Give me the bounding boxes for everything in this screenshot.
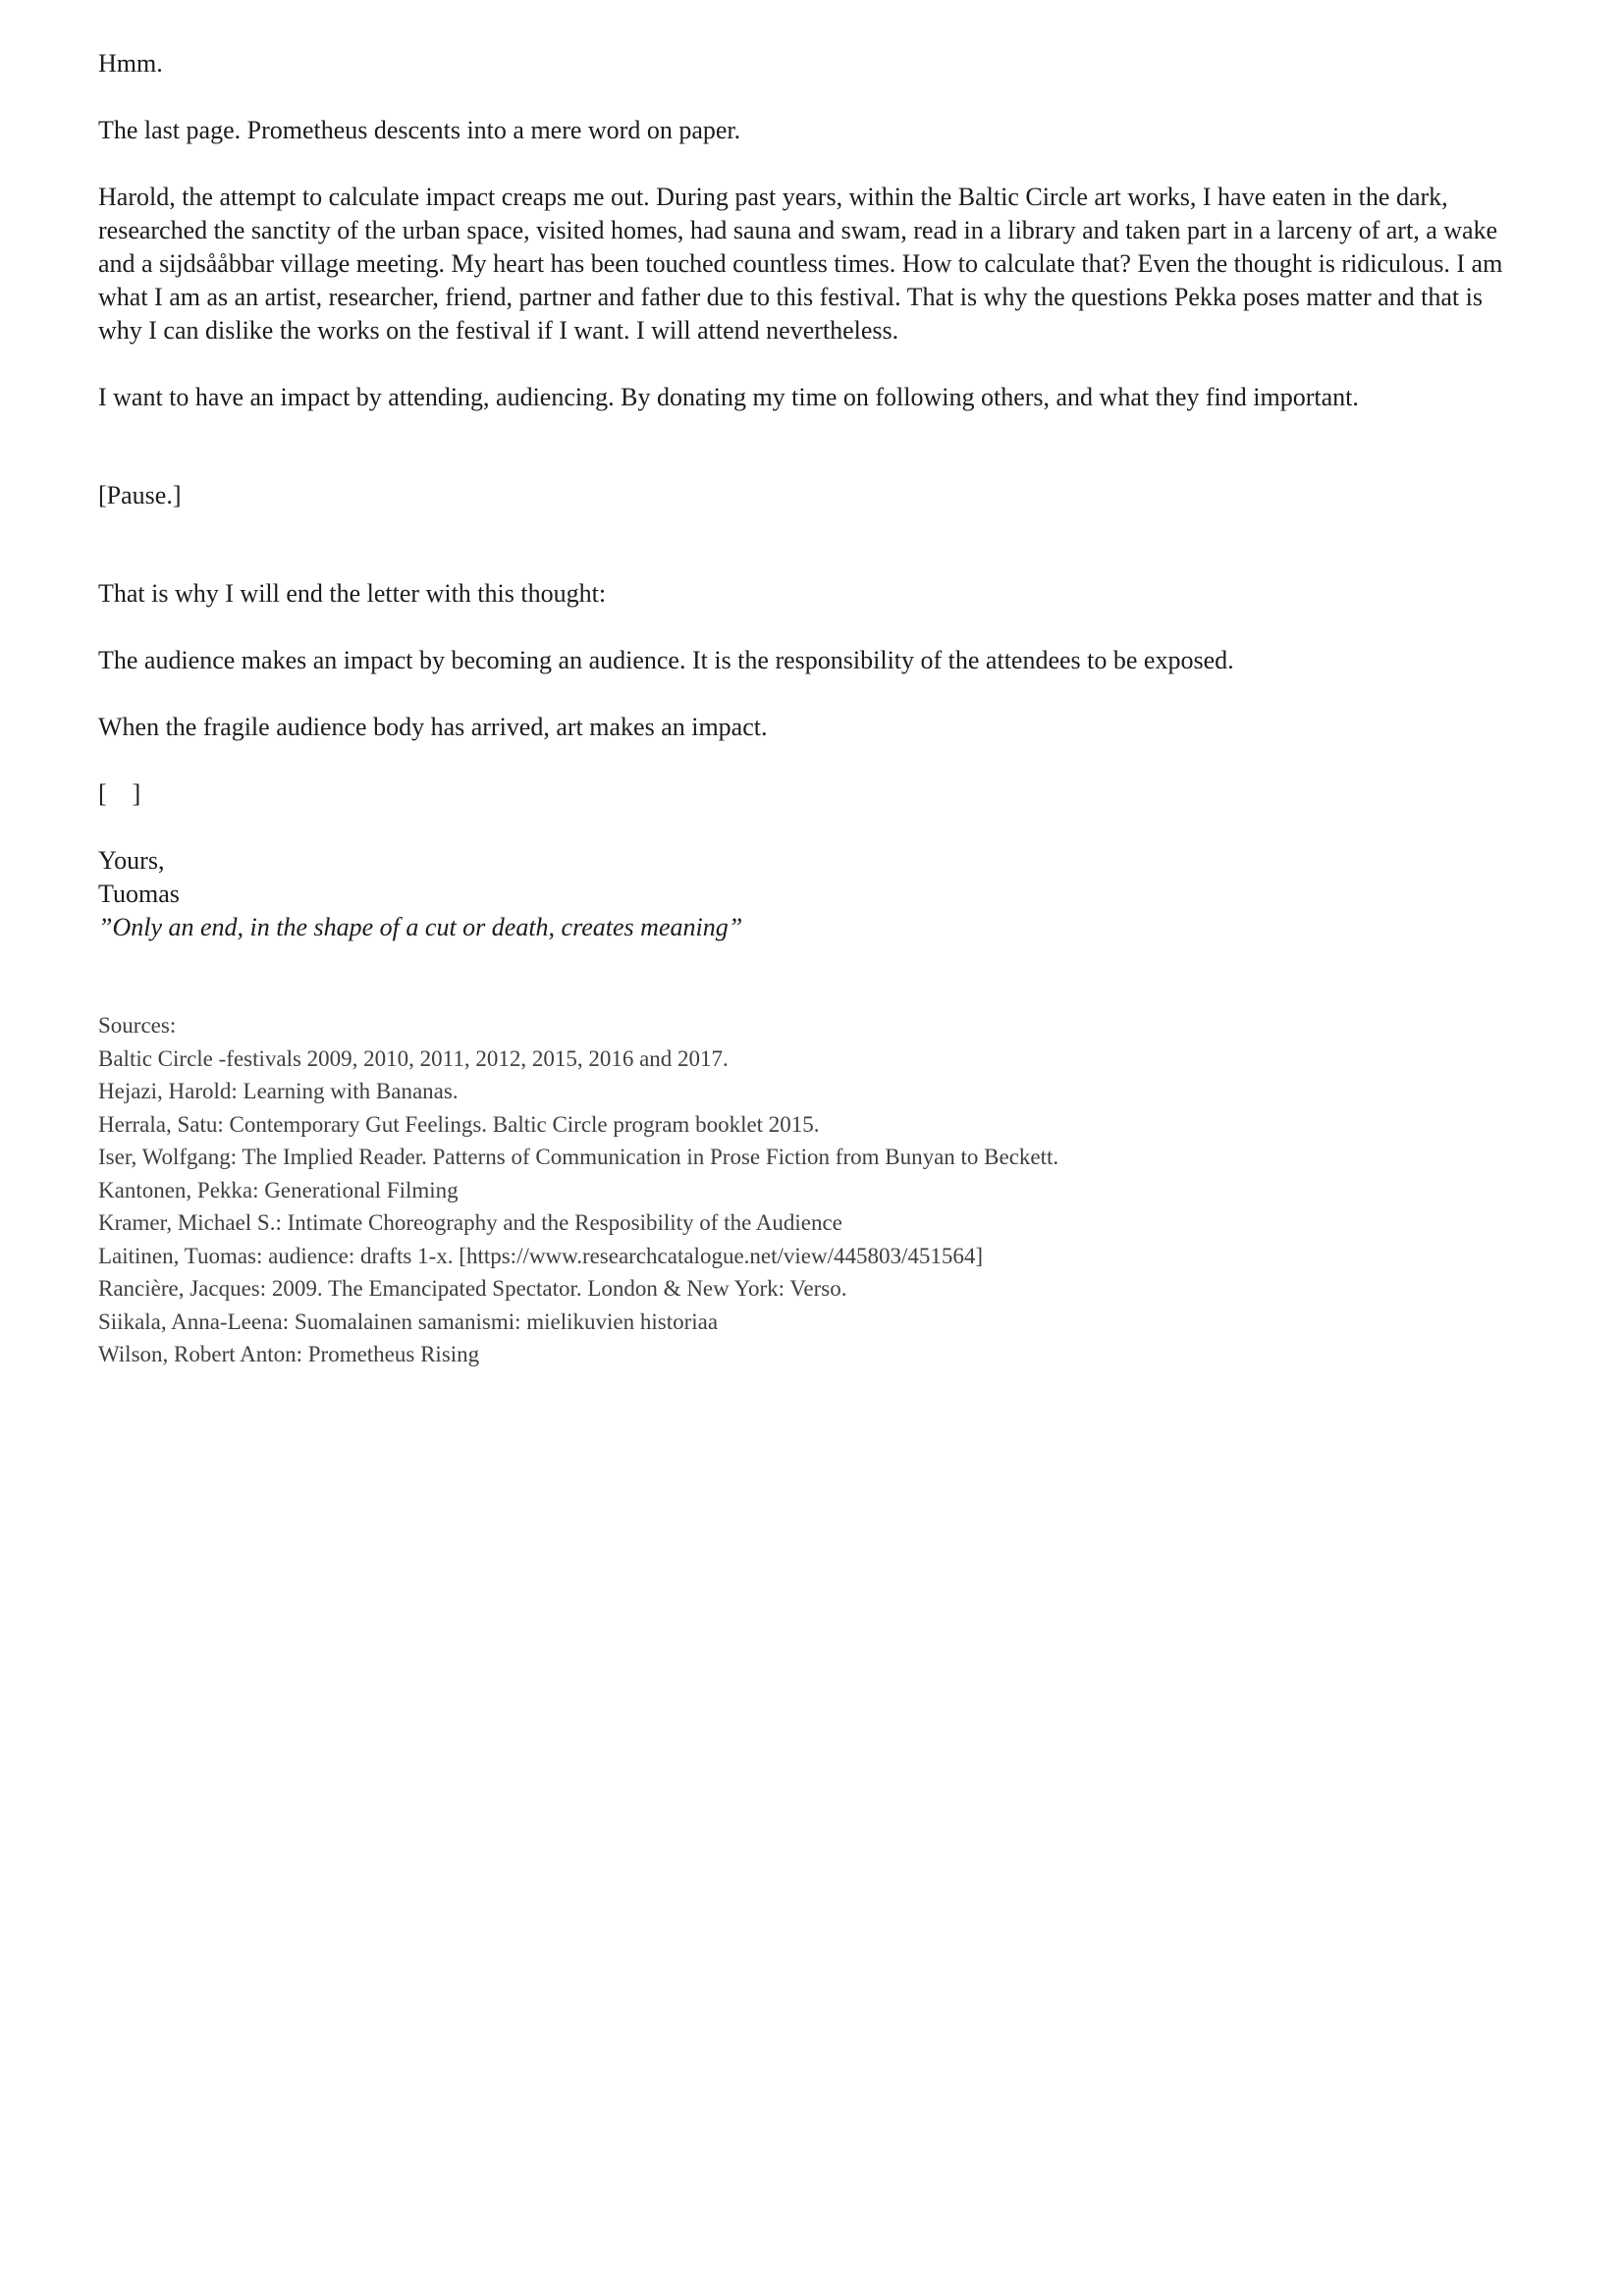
- letter-body: [98, 47, 1526, 944]
- source-item: Baltic Circle -festivals 2009, 2010, 2011, 2012, 2015, 2016 and 2017.: [98, 1045, 729, 1071]
- closing-yours: Yours,: [98, 846, 165, 875]
- source-item: Rancière, Jacques: 2009. The Emancipated Spectator. London & New York: Verso.: [98, 1276, 847, 1301]
- paragraph-hmm: Hmm.: [98, 49, 163, 78]
- signature-quote: ”Only an end, in the shape of a cut or death, creates meaning”: [98, 913, 743, 941]
- source-item: Hejazi, Harold: Learning with Bananas.: [98, 1079, 459, 1103]
- paragraph-impact: I want to have an impact by attending, audiencing. By donating my time on following others, and what they find important.: [98, 383, 1359, 411]
- signature-name: Tuomas: [98, 880, 180, 908]
- source-item: Iser, Wolfgang: The Implied Reader. Patterns of Communication in Prose Fiction from Bunyan to Beckett.: [98, 1145, 1059, 1169]
- pause-marker: [Pause.]: [98, 481, 182, 509]
- source-item: Wilson, Robert Anton: Prometheus Rising: [98, 1342, 480, 1366]
- paragraph-audience: The audience makes an impact by becoming an audience. It is the responsibility of the attendees to be exposed.: [98, 646, 1234, 674]
- source-item: Herrala, Satu: Contemporary Gut Feelings. Baltic Circle program booklet 2015.: [98, 1111, 820, 1137]
- source-item: Kantonen, Pekka: Generational Filming: [98, 1177, 459, 1202]
- paragraph-last-page: The last page. Prometheus descents into a mere word on paper.: [98, 116, 741, 144]
- closing-block: [98, 844, 1526, 944]
- paragraph-end-thought: That is why I will end the letter with this thought:: [98, 579, 607, 608]
- sources-section: [98, 1009, 1526, 1371]
- source-item: Kramer, Michael S.: Intimate Choreography and the Resposibility of the Audience: [98, 1210, 842, 1235]
- source-item: Laitinen, Tuomas: audience: drafts 1-x. [https://www.researchcatalogue.net/view/445803/451564]: [98, 1243, 984, 1268]
- paragraph-harold: Harold, the attempt to calculate impact creaps me out. During past years, within the Baltic Circle art works, I have eaten in the dark, researched the sanctity of the urban space, visited homes, had sauna and swam, read in a library and taken part in a larceny of art, a wake and a sijdsååbbar village meeting. My heart has been touched countless times. How to calculate that? Even the thought is ridiculous. I am what I am as an artist, researcher, friend, partner and father due to this festival. That is why the questions Pekka poses matter and that is why I can dislike the works on the festival if I want. I will attend nevertheless.: [98, 183, 1503, 345]
- source-item: Siikala, Anna-Leena: Suomalainen samanismi: mielikuvien historiaa: [98, 1308, 719, 1334]
- paragraph-fragile: When the fragile audience body has arrived, art makes an impact.: [98, 713, 768, 741]
- sources-heading: Sources:: [98, 1013, 177, 1038]
- blank-bracket-marker: [ ]: [98, 779, 141, 808]
